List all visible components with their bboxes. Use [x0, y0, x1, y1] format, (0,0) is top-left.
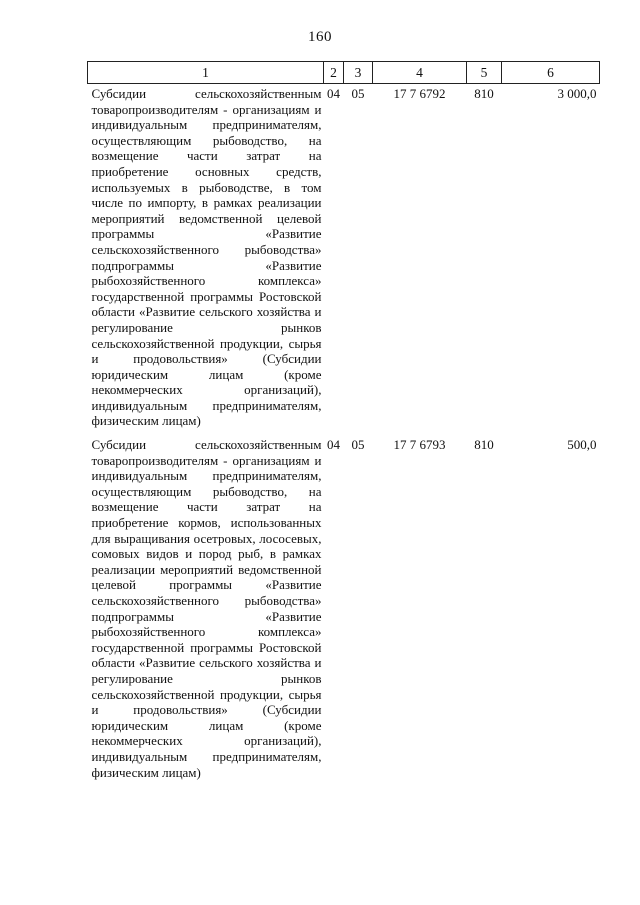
column-header-description: 1: [88, 62, 324, 84]
column-header-subsection: 3: [344, 62, 373, 84]
table-row: [88, 429, 600, 780]
column-header-amount: 6: [502, 62, 600, 84]
row-amount: 3 000,0: [557, 86, 597, 101]
column-header-expense-type: 5: [467, 62, 502, 84]
row-section: 04: [327, 437, 340, 453]
table-row: [88, 84, 600, 430]
column-header-target-article: 4: [373, 62, 467, 84]
row-target-article: 17 7 6792: [393, 86, 446, 101]
row-subsection: 05: [351, 86, 365, 101]
row-section: 04: [327, 86, 340, 101]
row-expense-type: 810: [474, 86, 494, 101]
row-description: Субсидии сельскохозяйственным товаропроизводителям - организациям и индивидуальным предпринимателям, осуществляющим рыбоводство, на возмещение части затрат на приобретение основных средств, используемых в рыбоводстве, в том числе по импорту, в рамках реализации мероприятий ведомственной целевой программы «Развитие сельскохозяйственного рыбоводства» подпрограммы «Развитие рыбохозяйственного комплекса» государственной программы Ростовской области «Развитие сельского хозяйства и регулирование рынков сельскохозяйственной продукции, сырья и продовольствия» (Субсидии юридическим лицам (кроме некоммерческих организаций), индивидуальным предпринимателям, физическим лицам): [91, 86, 322, 429]
column-header-section: 2: [324, 62, 344, 84]
row-expense-type: 810: [474, 437, 494, 453]
row-target-article: 17 7 6793: [393, 437, 446, 453]
row-description: Субсидии сельскохозяйственным товаропроизводителям - организациям и индивидуальным предпринимателям, осуществляющим рыбоводство, на возмещение части затрат на приобретение кормов, использованных для выращивания осетровых, лососевых, сомовых видов и пород рыб, в рамках реализации мероприятий ведомственной целевой программы «Развитие сельскохозяйственного рыбоводства» подпрограммы «Развитие рыбохозяйственного комплекса» государственной программы Ростовской области «Развитие сельского хозяйства и регулирование рынков сельскохозяйственной продукции, сырья и продовольствия» (Субсидии юридическим лицам (кроме некоммерческих организаций), индивидуальным предпринимателям, физическим лицам): [91, 437, 322, 780]
budget-table: [87, 61, 600, 780]
row-amount: 500,0: [567, 437, 597, 453]
page-number: 160: [308, 29, 332, 45]
row-subsection: 05: [351, 437, 365, 453]
table-header-row: [88, 62, 600, 84]
